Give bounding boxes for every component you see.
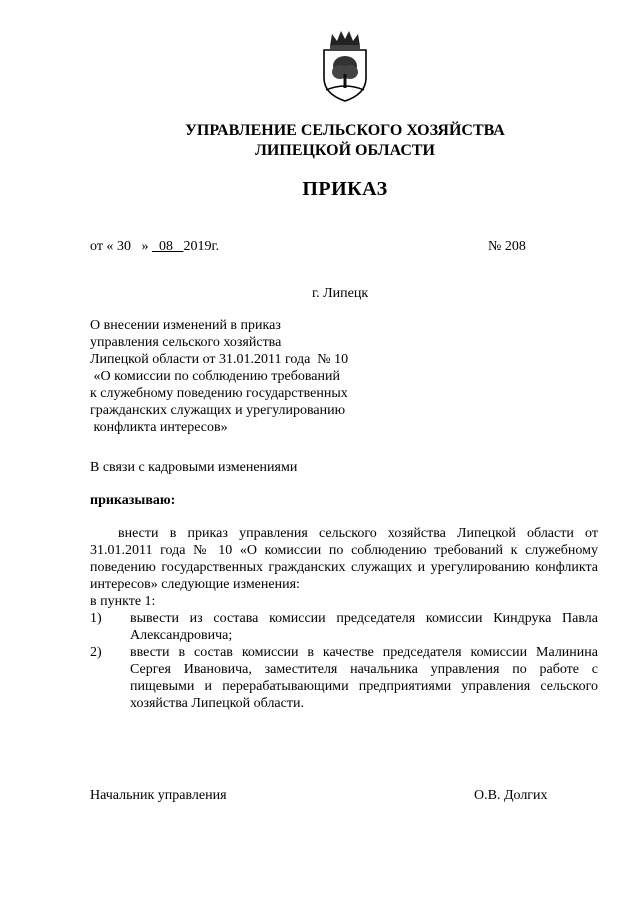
item-number: 1) — [90, 611, 102, 626]
list-item — [90, 644, 598, 712]
date-year: 2019г. — [183, 239, 220, 254]
order-reason: В связи с кадровыми изменениями — [90, 460, 298, 475]
subject-line: гражданских служащих и урегулированию — [90, 403, 346, 418]
city: г. Липецк — [312, 286, 369, 301]
order-subject — [90, 317, 348, 436]
coat-of-arms-icon — [318, 30, 372, 104]
list-item — [90, 610, 598, 644]
organization-name-line2: ЛИПЕЦКОЙ ОБЛАСТИ — [255, 142, 435, 159]
item-text: вывести из состава комиссии председателя комиссии Киндрука Павла Александровича; — [130, 611, 598, 643]
item-text: ввести в состав комиссии в качестве председателя комиссии Малинина Сергея Ивановича, заместителя начальника управления по работе с пищевыми и перерабатывающими предприятиями управления сельского хозяйства Липецкой области. — [130, 645, 598, 711]
order-intro: внести в приказ управления сельского хозяйства Липецкой области от 31.01.2011 года № 10 «О комиссии по соблюдению требований к служебному поведению государственных гражданских служащих и урегулированию конфликта интересов» следующие изменения: — [90, 526, 598, 592]
document-type-title: ПРИКАЗ — [302, 178, 388, 200]
date-day-close: » — [141, 239, 149, 254]
point-label: в пункте 1: — [90, 594, 156, 609]
signatory-title: Начальник управления — [90, 788, 227, 803]
subject-line: О внесении изменений в приказ — [90, 318, 281, 333]
date-prefix: от « — [90, 239, 114, 254]
item-number: 2) — [90, 645, 102, 660]
date-month: 08 — [158, 239, 173, 254]
signatory-name: О.В. Долгих — [474, 788, 548, 803]
subject-line: к служебному поведению государственных — [90, 386, 348, 401]
organization-name-line1: УПРАВЛЕНИЕ СЕЛЬСКОГО ХОЗЯЙСТВА — [185, 122, 505, 139]
order-body — [90, 525, 598, 712]
subject-line: Липецкой области от 31.01.2011 года № 10 — [90, 352, 349, 367]
order-word: приказываю: — [90, 493, 176, 508]
order-date — [90, 239, 219, 255]
date-day: 30 — [116, 239, 131, 254]
subject-line: «О комиссии по соблюдению требований — [90, 369, 340, 384]
order-number: № 208 — [488, 239, 526, 254]
subject-line: управления сельского хозяйства — [90, 335, 282, 350]
subject-line: конфликта интересов» — [90, 420, 228, 435]
